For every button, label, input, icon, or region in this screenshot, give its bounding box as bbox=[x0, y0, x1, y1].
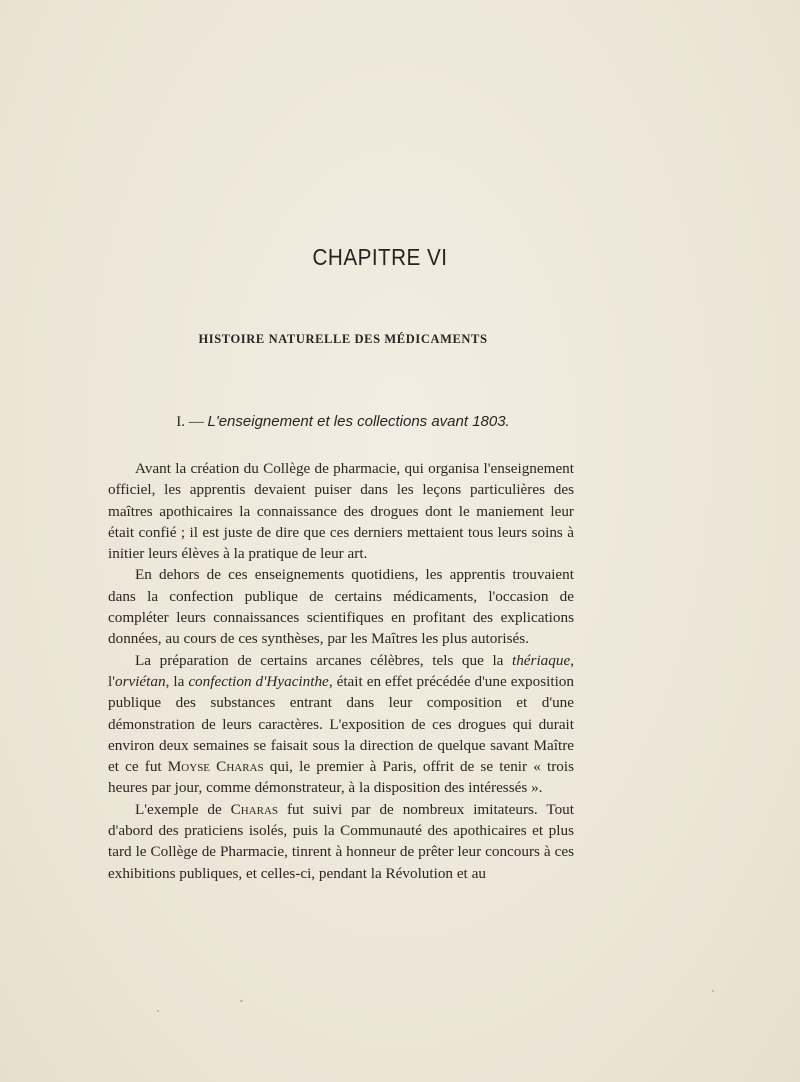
text-run: , l' bbox=[108, 651, 574, 690]
italic-term: orviétan bbox=[114, 672, 166, 690]
text-run: , la bbox=[165, 672, 189, 690]
paragraph-4 bbox=[108, 799, 574, 884]
paper-speck bbox=[157, 1010, 159, 1012]
paragraph-1: Avant la création du Collège de pharmacie, qui organisa l'enseignement officiel, les apprentis devaient puiser dans les leçons particulières des maîtres apothicaires la connaissance des drogues dont le maniement leur était confié ; il est juste de dire que ces derniers mettaient tous leurs soins à initier leurs élèves à la pratique de leur art. bbox=[108, 460, 574, 563]
text-run: fut suivi par de nombreux imitateurs. Tout d'abord des praticiens isolés, puis la Communauté des apothicaires et plus tard le Collège de Pharmacie, tinrent à honneur de prêter leur concours à ces exhibitions publiques, et celles-ci, pendant la Révolution et au bbox=[108, 800, 574, 882]
paper-speck bbox=[712, 990, 714, 992]
text-run: La préparation de certains arcanes célèbres, tels que la bbox=[135, 651, 512, 669]
paper-speck bbox=[240, 1000, 243, 1002]
text-run: , était en effet précédée d'une exposition publique des substances entrant dans leur composition et d'une démonstration de leurs caractères. L'exposition de ces drogues qui durait environ deux semaines se faisait sous la direction de quelque savant Maître et ce fut bbox=[108, 672, 574, 776]
paragraph-3 bbox=[108, 650, 574, 799]
paragraph-2: En dehors de ces enseignements quotidiens, les apprentis trouvaient dans la confection publique de certains médicaments, l'occasion de compléter leurs connaissances scientifiques en profitant des explications données, au cours de ces synthèses, par les Maîtres les plus autorisés. bbox=[108, 566, 574, 648]
person-name: Charas bbox=[230, 800, 279, 818]
subsection-heading bbox=[0, 413, 686, 431]
subsection-title: L'enseignement et les collections avant 1803. bbox=[207, 413, 510, 430]
person-name: Moyse Charas bbox=[167, 758, 264, 776]
text-run: qui, le premier à Paris, offrit de se tenir « trois heures par jour, comme démonstrateur, à la disposition des intéressés ». bbox=[108, 758, 574, 797]
italic-term: thériaque bbox=[511, 651, 571, 669]
italic-term: confection d'Hyacinthe bbox=[188, 672, 329, 690]
subsection-number: I. — bbox=[176, 414, 204, 430]
text-run: L'exemple de bbox=[135, 800, 231, 818]
section-heading: HISTOIRE NATURELLE DES MÉDICAMENTS bbox=[198, 332, 488, 346]
chapter-title: CHAPITRE VI bbox=[312, 244, 448, 270]
body-text bbox=[108, 458, 574, 884]
